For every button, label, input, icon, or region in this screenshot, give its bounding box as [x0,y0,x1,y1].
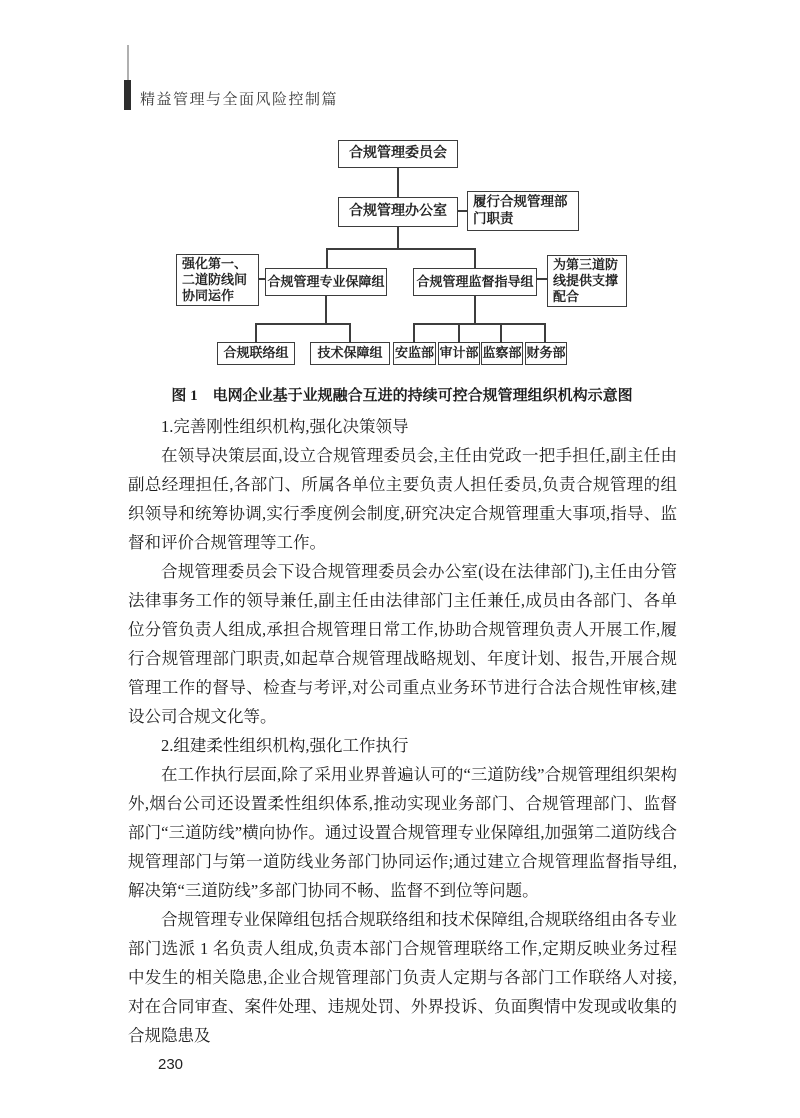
connector-line [255,323,257,342]
org-box-dept-safety: 安监部 [393,342,436,365]
connector-line [537,278,547,280]
connector-line [349,323,351,342]
org-box-tech-group: 技术保障组 [310,342,390,365]
connector-line [544,323,546,342]
connector-line [326,248,476,250]
connector-line [397,227,399,248]
connector-line [413,323,546,325]
heading-2: 2.组建柔性组织机构,强化工作执行 [161,736,409,755]
connector-line [474,296,476,323]
figure-caption: 图 1 电网企业基于业规融合互进的持续可控合规管理组织机构示意图 [171,388,633,404]
header-black-bar [124,80,131,110]
org-box-right-note: 为第三道防线提供支撑配合 [547,255,627,307]
connector-line [474,248,476,268]
org-box-office-note: 履行合规管理部门职责 [467,191,579,231]
paragraph: 在工作执行层面,除了采用业界普遍认可的“三道防线”合规管理组织架构外,烟台公司还设置柔性组织体系,推动实现业务部门、合规管理部门、监督部门“三道防线”横向协作。通过设置合规管理专业保障组,加强第二道防线合规管理部门与第一道防线业务部门协同运作;通过建立合规管理监督指导组,解决第“三道防线”多部门协同不畅、监督不到位等问题。 [128,765,677,900]
heading-1: 1.完善刚性组织机构,强化决策领导 [161,417,409,436]
paragraph: 合规管理委员会下设合规管理委员会办公室(设在法律部门),主任由分管法律事务工作的领导兼任,副主任由法律部门主任兼任,成员由各部门、各单位分管负责人组成,承担合规管理日常工作,协助合规管理负责人开展工作,履行合规管理部门职责,如起草合规管理战略规划、年度计划、报告,开展合规管理工作的督导、检查与考评,对公司重点业务环节进行合法合规性审核,建设公司合规文化等。 [128,562,677,726]
connector-line [255,323,351,325]
org-box-dept-audit: 审计部 [438,342,480,365]
org-box-dept-supervision: 监察部 [481,342,523,365]
connector-line [326,248,328,268]
org-box-supervision-group: 合规管理监督指导组 [413,268,537,296]
connector-line [397,168,399,197]
org-box-liaison-group: 合规联络组 [217,342,295,365]
paragraph: 合规管理专业保障组包括合规联络组和技术保障组,合规联络组由各专业部门选派 1 名负责人组成,负责本部门合规管理联络工作,定期反映业务过程中发生的相关隐患,企业合规管理部门负责人定期与各部门工作联络人对接,对在合同审查、案件处理、违规处罚、外界投诉、负面舆情中发现或收集的合规隐患及 [128,910,677,1045]
header-rule [127,45,129,81]
org-box-committee: 合规管理委员会 [338,140,458,168]
connector-line [458,210,467,212]
connector-line [325,296,327,323]
connector-line [413,323,415,342]
org-box-office: 合规管理办公室 [338,197,458,227]
org-box-professional-group: 合规管理专业保障组 [265,268,387,296]
section-title: 精益管理与全面风险控制篇 [140,92,339,108]
org-box-left-note: 强化第一、二道防线间协同运作 [176,254,259,306]
connector-line [500,323,502,342]
page-number: 230 [158,1056,184,1073]
connector-line [458,323,460,342]
org-box-dept-finance: 财务部 [525,342,567,365]
paragraph: 在领导决策层面,设立合规管理委员会,主任由党政一把手担任,副主任由副总经理担任,各部门、所属各单位主要负责人担任委员,负责合规管理的组织领导和统筹协调,实行季度例会制度,研究决定合规管理重大事项,指导、监督和评价合规管理等工作。 [128,446,677,552]
body-text [128,412,677,1079]
